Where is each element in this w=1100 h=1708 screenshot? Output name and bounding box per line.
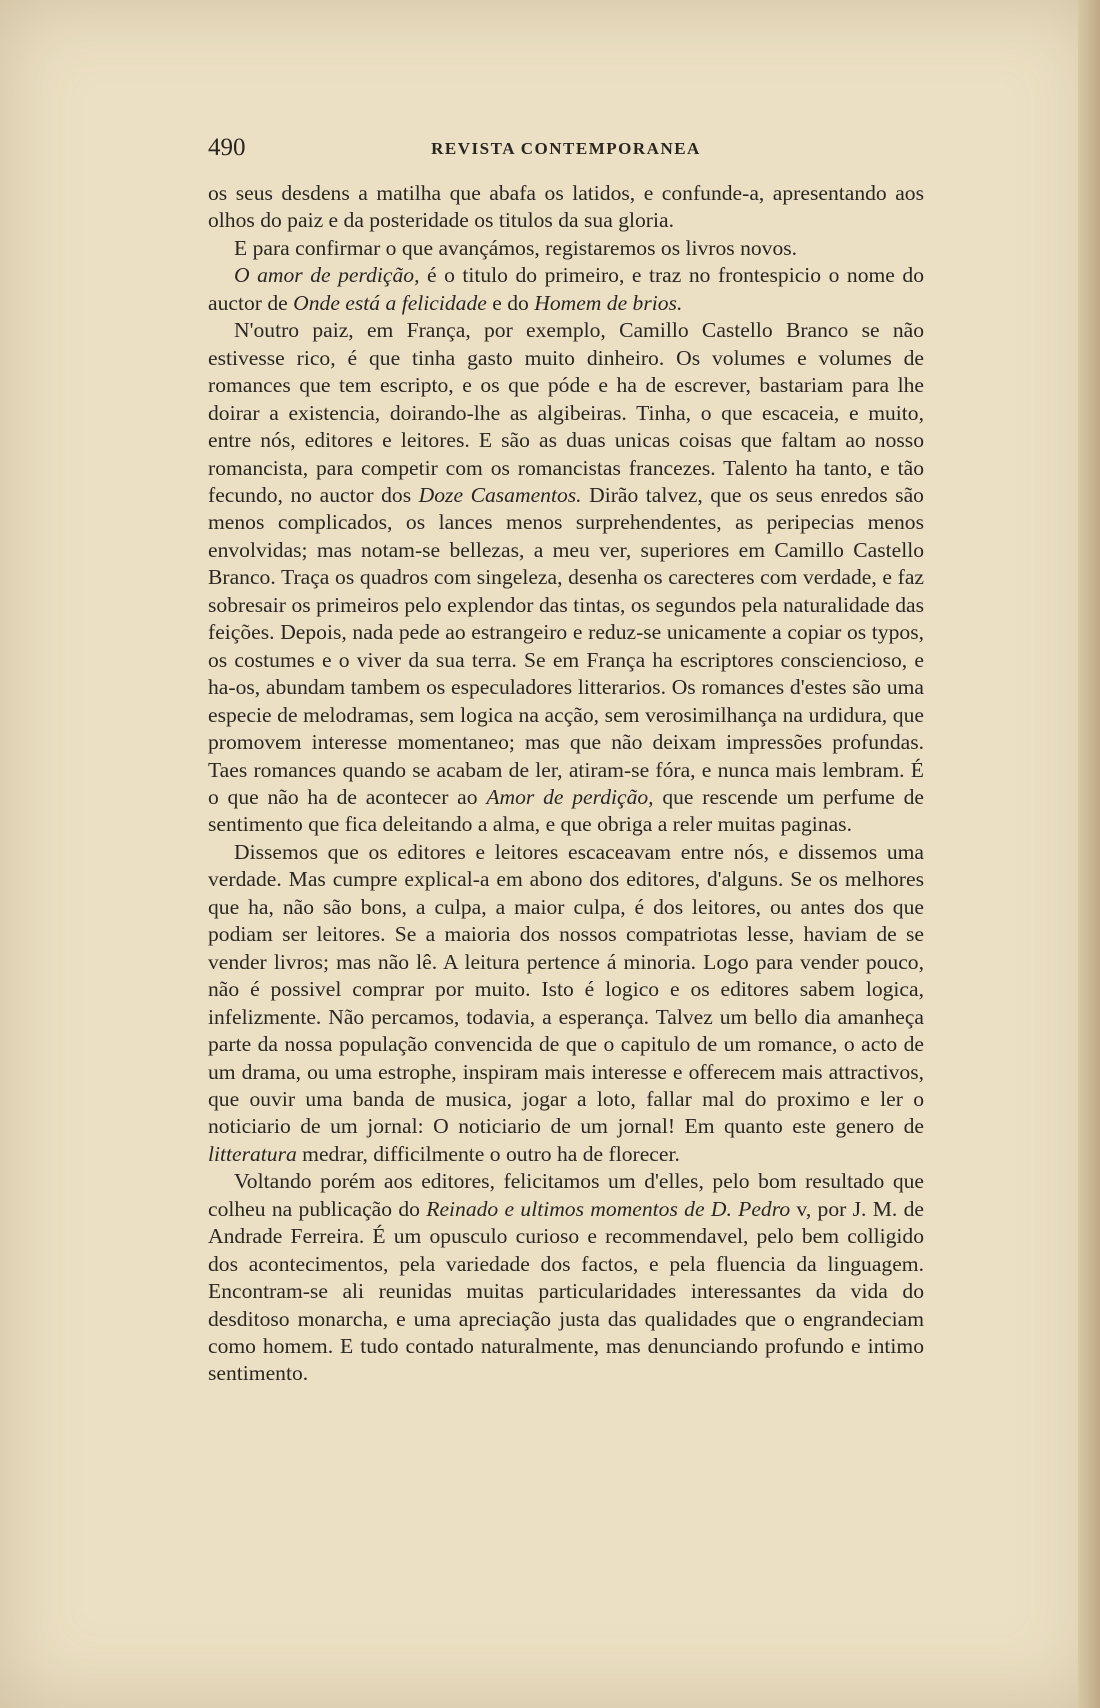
text-run: medrar, difficilmente o outro ha de florecer. xyxy=(296,1141,680,1166)
italic-title: Doze Casamentos. xyxy=(418,482,582,507)
text-run: e do xyxy=(486,290,535,315)
running-title: REVISTA CONTEMPORANEA xyxy=(431,139,701,158)
page-header xyxy=(208,134,924,168)
italic-title: Amor de perdição, xyxy=(486,784,654,809)
text-run: v, por J. M. de Andrade Ferreira. É um opusculo curioso e recommendavel, pelo bem colligido dos acontecimentos, pela variedade dos factos, e pela fluencia da linguagem. Encontram-se ali reunidas muitas particularidades interessantes da vida do desditoso monarcha, e uma apreciação justa das qualidades que o engrandeciam como homem. E tudo contado naturalmente, mas denunciando profundo e intimo sentimento. xyxy=(208,1196,924,1386)
page-edge xyxy=(1078,0,1100,1708)
text-run: os seus desdens a matilha que abafa os latidos, e confunde-a, apresentando aos olhos do paiz e da posteridade os titulos da sua gloria. xyxy=(208,181,924,233)
text-run: é o titulo do primeiro, e traz no frontespicio o nome do auctor de xyxy=(208,263,924,315)
text-run: Dirão talvez, que os seus enredos são menos complicados, os lances menos surprehendentes, as peripecias menos envolvidas; mas notam-se bellezas, a meu ver, superiores em Camillo Castello Branco. Traça os quadros com singeleza, desenha os carecteres com verdade, e faz sobresair os primeiros pelo explendor das tintas, os segundos pela naturalidade das feições. Depois, nada pede ao estrangeiro e reduz-se unicamente a copiar os typos, os costumes e o viver da sua terra. Se em França ha escriptores consciencioso, e ha-os, abundam tambem os especuladores litterarios. Os romances d'estes são uma especie de melodramas, sem logica na acção, sem verosimilhança na urdidura, que promovem interesse momentaneo; mas que não deixam impressões profundas. Taes romances quando se acabam de ler, atiram-se fóra, e nunca mais lembram. É o que não ha de acontecer ao xyxy=(208,482,924,809)
text-run: E para confirmar o que avançámos, registaremos os livros novos. xyxy=(234,235,798,260)
italic-title: Onde está a felicidade xyxy=(293,290,487,315)
italic-title: litteratura xyxy=(208,1141,297,1166)
page-number: 490 xyxy=(208,134,246,161)
article-body xyxy=(208,180,924,1388)
paragraph-5 xyxy=(208,839,924,1168)
text-run: N'outro paiz, em França, por exemplo, Camillo Castello Branco se não estivesse rico, é que tinha gasto muito dinheiro. Os volumes e volumes de romances que tem escripto, e os que póde e ha de escrever, bastariam para lhe doirar a existencia, doirando-lhe as algibeiras. Tinha, o que escaceia, e muito, entre nós, editores e leitores. E são as duas unicas coisas que faltam ao nosso romancista, para competir com os romancistas francezes. Talento ha tanto, e tão fecundo, no auctor dos xyxy=(208,318,924,507)
paragraph-3 xyxy=(208,262,924,317)
text-run: Voltando porém aos editores, felicitamos um d'elles, pelo bom resultado que colheu na publicação do xyxy=(208,1169,924,1221)
paragraph-1 xyxy=(208,180,924,235)
paragraph-6 xyxy=(208,1168,924,1388)
text-run: que rescende um perfume de sentimento que fica deleitando a alma, e que obriga a reler muitas paginas. xyxy=(208,784,924,837)
italic-title: O amor de perdição, xyxy=(234,263,420,288)
italic-title: Homem de brios. xyxy=(534,290,683,315)
paragraph-4 xyxy=(208,317,924,839)
text-run: Dissemos que os editores e leitores escaceavam entre nós, e dissemos uma verdade. Mas cumpre explical-a em abono dos editores, d'alguns. Se os melhores que ha, não são bons, a culpa, a maior culpa, é dos leitores, ou antes dos que podiam ser leitores. Se a maioria dos nossos compatriotas lesse, haviam de se vender livros; mas não lê. A leitura pertence á minoria. Logo para vender pouco, não é possivel comprar por muito. Isto é logico e os editores sabem logica, infelizmente. Não percamos, todavia, a esperança. Talvez um bello dia amanheça parte da nossa população convencida de que o capitulo de um romance, o acto de um drama, ou uma estrophe, inspiram mais interesse e offerecem mais attractivos, que ouvir uma banda de musica, jogar a loto, fallar mal do proximo e ler o noticiario de um jornal: O noticiario de um jornal! Em quanto este genero de xyxy=(208,839,924,1139)
paragraph-2 xyxy=(208,235,924,262)
italic-title: Reinado e ultimos momentos de D. Pedro xyxy=(426,1196,791,1221)
